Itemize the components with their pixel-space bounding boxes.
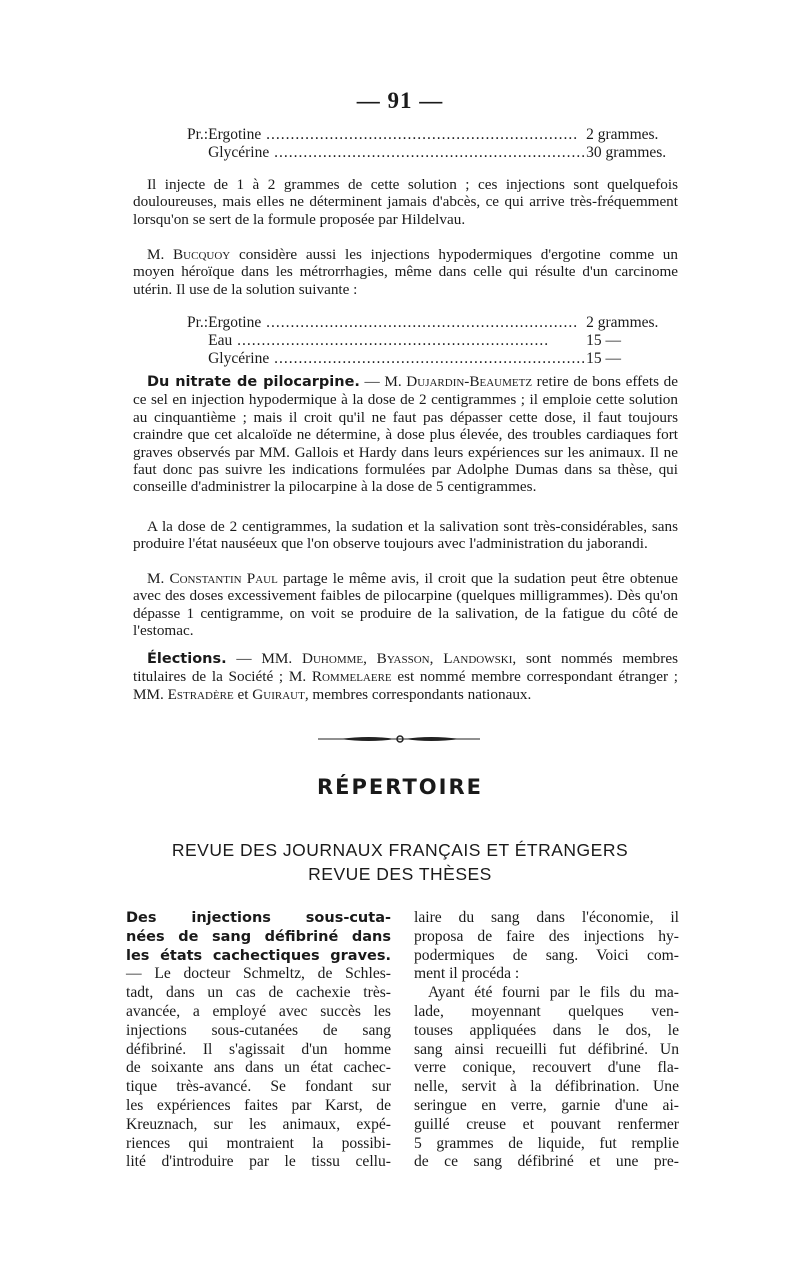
formula-label: Pr.: (187, 126, 209, 143)
ingredient-quantity: 30 grammes. (586, 144, 667, 161)
text-line: proposa de faire des injections hy- (414, 927, 679, 945)
paragraph-bucquoy: M. Bucquoy considère aussi les injections hypodermiques d'ergotine comme un moyen héroïque dans les métrorrhagies, même dans celle qui résulte d'un carcinome utérin. Il use de la solution suivante : (133, 246, 678, 298)
text-line: seringue en verre, garnie d'une ai- (414, 1096, 679, 1114)
section-title-repertoire: RÉPERTOIRE (317, 775, 483, 799)
text-line: sang ainsi recueilli fut défibriné. Un (414, 1040, 679, 1058)
formula-row (187, 144, 666, 162)
text-line: défibriné. Il s'agissait d'un homme (126, 1040, 391, 1058)
ingredient-quantity: 15 — (586, 350, 621, 367)
ingredient-name: Glycérine ..... (208, 350, 586, 368)
formula-row (187, 350, 658, 368)
paragraph-pilocarpine: Du nitrate de pilocarpine. — M. Dujardin-Beaumetz retire de bons effets de ce sel en injection hypodermique à la dose de 2 centigrammes ; il emploie cette solution au cinquantième ; mais il croit qu'il ne faut pas dépasser cette dose, il faut toujours craindre que cet alcaloïde ne détermine, à dose plus élevée, des troubles cardiaques fort graves observés par MM. Gallois et Hardy dans leurs expériences sur les animaux. Il ne faut donc pas suivre les indications formulées par Adolphe Dumas dans sa thèse, qui conseille d'administrer la pilocarpine à la dose de 5 centigrammes. (133, 373, 678, 496)
article-heading-line: nées de sang défibriné dans (126, 928, 391, 945)
text-line: tadt, dans un cas de cachexie très- (126, 984, 391, 1002)
text-line: touses appliquées dans le dos, le (414, 1021, 679, 1039)
ingredient-name: Ergotine ..... (208, 126, 586, 144)
text-line: de soixante ans dans un état cachec- (126, 1059, 391, 1077)
article-column-right (414, 909, 679, 1172)
text-line: ment il procéda : (414, 965, 520, 983)
text-line: riences qui montraient la possibi- (126, 1134, 391, 1152)
ornament-divider (0, 724, 800, 754)
author-name: Constantin Paul (169, 570, 278, 587)
text-line: laire du sang dans l'économie, il (414, 909, 679, 926)
text-line: Ayant été fourni par le fils du ma- (428, 984, 679, 1002)
formula-row (187, 126, 666, 144)
text-line: podermiques de sang. Voici com- (414, 946, 679, 964)
text-line: 5 grammes de liquide, fut remplie (414, 1134, 679, 1152)
formula-ergotine-glycerine (187, 126, 666, 162)
ingredient-name: Glycérine ..... (208, 144, 586, 162)
article-heading-line: Des injections sous-cuta- (126, 910, 391, 926)
text-line: tique très-avancé. Se fondant sur (126, 1078, 391, 1096)
text-line: Kreuznach, sur les animaux, expé- (126, 1115, 391, 1133)
formula-row (187, 314, 658, 332)
text-line: injections sous-cutanées de sang (126, 1021, 391, 1039)
article-column-left (126, 909, 391, 1172)
ingredient-quantity: 15 — (586, 332, 621, 349)
text-line: verre conique, recouvert d'une fla- (414, 1059, 679, 1077)
section-heading: Du nitrate de pilocarpine. (147, 374, 360, 390)
text-line: de ce sang défibriné et une pre- (414, 1153, 679, 1171)
ingredient-quantity: 2 grammes. (586, 314, 659, 331)
text-line: avancée, a employé avec succès les (126, 1002, 391, 1020)
text-line: — Le docteur Schmeltz, de Schles- (126, 965, 391, 983)
page-number: — 91 — (356, 88, 444, 113)
author-name: Bucquoy (173, 246, 231, 263)
text-line: lité d'introduire par le tissu cellu- (126, 1153, 391, 1171)
formula-ergotine-eau-glycerine (187, 314, 658, 368)
subtitle-revue-journaux: REVUE DES JOURNAUX FRANÇAIS ET ÉTRANGERS (171, 840, 629, 860)
author-name: Dujardin-Beaumetz (406, 373, 533, 390)
formula-label: Pr.: (187, 314, 209, 331)
text-line: nelle, servit à la défibrination. Une (414, 1078, 679, 1096)
paragraph-injection-ergotine: Il injecte de 1 à 2 grammes de cette solution ; ces injections sont quelquefois douloureuses, mais elles ne déterminent jamais d'abcès, ce qui arrive très-fréquemment lorsqu'on se sert de la formule proposée par Hildelvau. (133, 176, 678, 228)
section-heading: Élections. (147, 651, 227, 667)
ingredient-name: Ergotine ..... (208, 314, 586, 332)
ingredient-quantity: 2 grammes. (586, 126, 659, 143)
formula-row (187, 332, 658, 350)
subtitle-revue-theses: REVUE DES THÈSES (308, 864, 492, 884)
paragraph-constantin-paul: M. Constantin Paul partage le même avis, il croit que la sudation peut être obtenue avec des doses excessivement faibles de pilocarpine (quelques milligrammes). Dès qu'on dépasse 1 centigramme, on voit se produire de la salivation, de la fatigue du côté de l'estomac. (133, 570, 678, 640)
text-line: les expériences faites par Karst, de (126, 1096, 391, 1114)
article-heading-line: les états cachectiques graves. (126, 947, 391, 964)
text-line: guillé creuse et pouvant renfermer (414, 1115, 679, 1133)
paragraph-elections: Élections. — MM. Duhomme, Byasson, Landowski, sont nommés membres titulaires de la Société ; M. Rommelaere est nommé membre correspondant étranger ; MM. Estradère et Guiraut, membres correspondants nationaux. (133, 650, 678, 703)
ingredient-name: Eau ..... (208, 332, 586, 350)
text-line: lade, moyennant quelques ven- (414, 1002, 679, 1020)
paragraph-sudation: A la dose de 2 centigrammes, la sudation et la salivation sont très-considérables, sans produire l'état nauséeux que l'on observe toujours avec l'administration du jaborandi. (133, 518, 678, 553)
